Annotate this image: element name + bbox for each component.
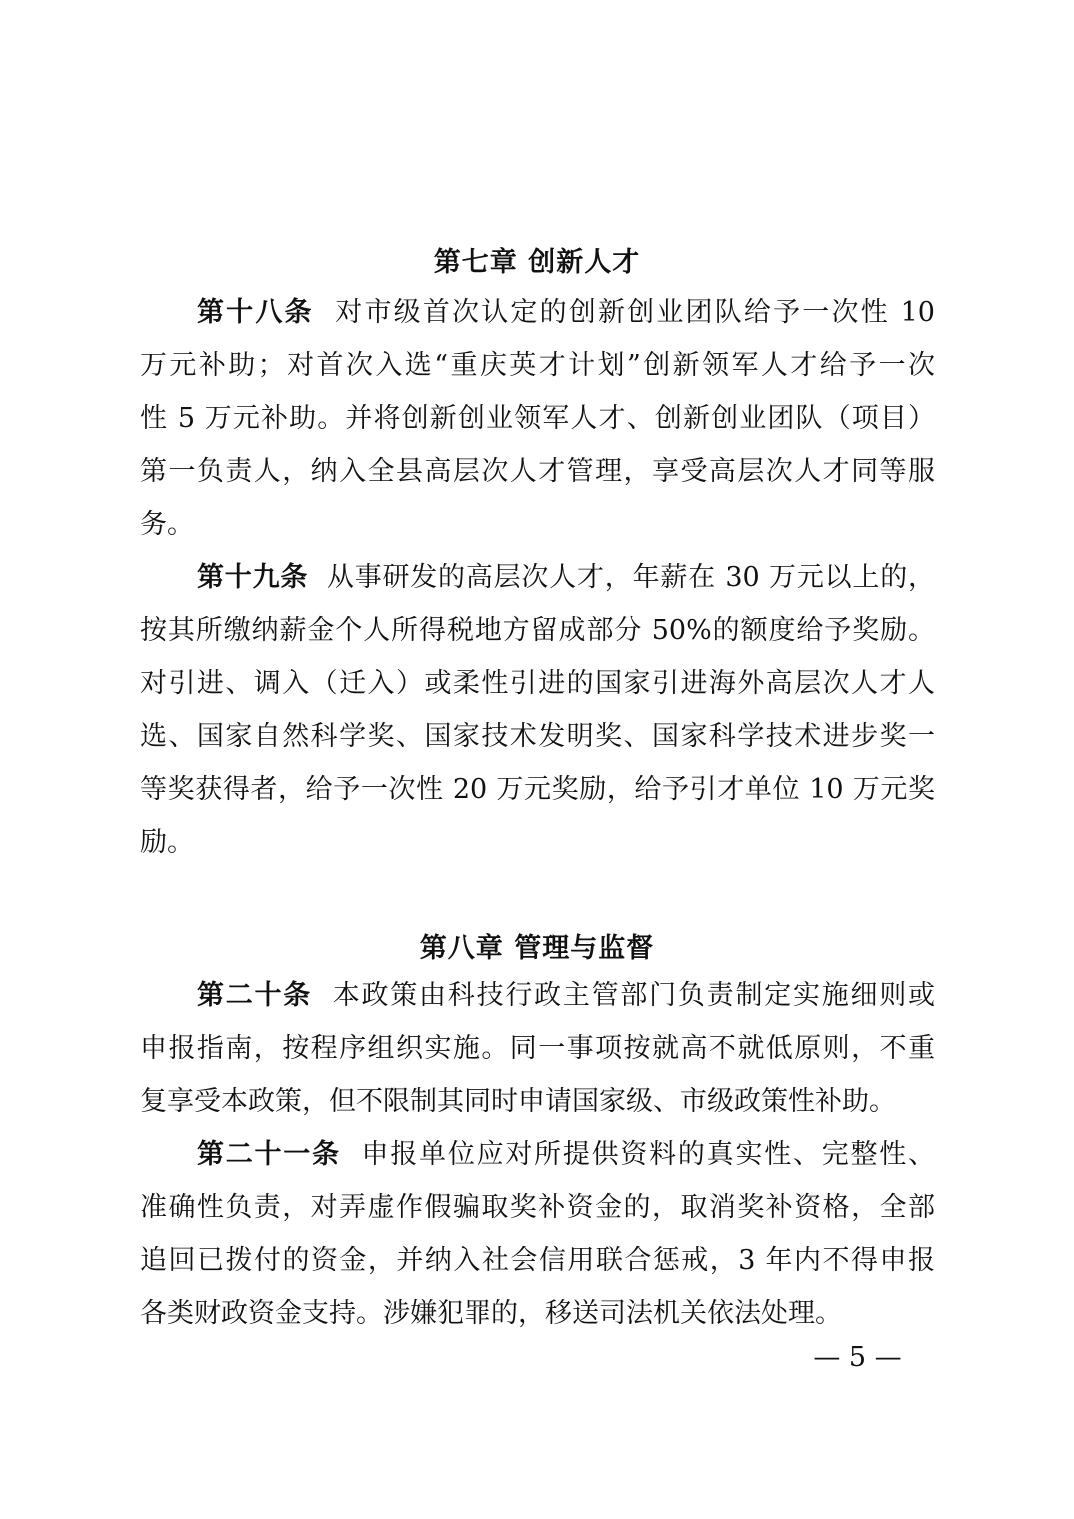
article-label: 第十九条: [197, 562, 309, 593]
article-line: 第十八条 对市级首次认定的创新创业团队给予一次性 10: [197, 297, 935, 328]
article-line: 第二十一条 申报单位应对所提供资料的真实性、完整性、: [197, 1139, 936, 1170]
article-line: 等奖获得者，给予一次性 20 万元奖励，给予引才单位 10 万元奖: [140, 774, 935, 805]
article-line: 按其所缴纳薪金个人所得税地方留成部分 50%的额度给予奖励。: [140, 615, 935, 646]
chapter-heading: 第八章 管理与监督: [419, 933, 655, 964]
article-line: 励。: [140, 827, 194, 858]
article-label: 第二十条: [197, 980, 313, 1011]
article-line: 各类财政资金支持。涉嫌犯罪的，移送司法机关依法处理。: [140, 1298, 842, 1329]
article-line: 申报指南，按程序组织实施。同一事项按就高不就低原则，不重: [140, 1033, 935, 1064]
article-line: 性 5 万元补助。并将创新创业领军人才、创新创业团队（项目）: [140, 403, 935, 434]
article-line: 第十九条 从事研发的高层次人才，年薪在 30 万元以上的，: [197, 562, 935, 593]
article-line: 对引进、调入（迁入）或柔性引进的国家引进海外高层次人才人: [140, 668, 935, 699]
page-number: — 5 —: [813, 1342, 902, 1373]
article-label: 第二十一条: [197, 1139, 341, 1170]
article-line: 追回已拨付的资金，并纳入社会信用联合惩戒，3 年内不得申报: [140, 1245, 935, 1276]
article-line: 准确性负责，对弄虚作假骗取奖补资金的，取消奖补资格，全部: [140, 1192, 935, 1223]
article-line: 第一负责人，纳入全县高层次人才管理，享受高层次人才同等服: [140, 456, 935, 487]
chapter-heading: 第七章 创新人才: [433, 247, 641, 278]
article-label: 第十八条: [197, 297, 314, 328]
article-line: 第二十条 本政策由科技行政主管部门负责制定实施细则或: [197, 980, 936, 1011]
article-line: 选、国家自然科学奖、国家技术发明奖、国家科学技术进步奖一: [140, 721, 935, 752]
article-line: 万元补助；对首次入选“重庆英才计划”创新领军人才给予一次: [140, 350, 935, 381]
article-line: 务。: [140, 509, 194, 540]
article-line: 复享受本政策，但不限制其同时申请国家级、市级政策性补助。: [140, 1086, 896, 1117]
